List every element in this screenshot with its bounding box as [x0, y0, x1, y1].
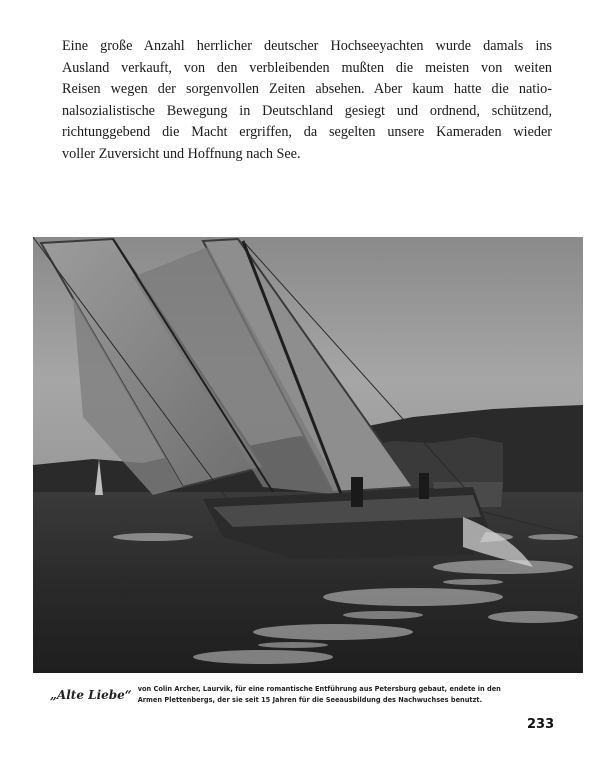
body-line: Reisen wegen der sorgenvollen Zeiten absehen. Aber kaum hatte die natio-	[62, 81, 552, 98]
body-line: voller Zuversicht und Hoffnung nach See.	[62, 145, 301, 162]
body-line: Ausland verkauft, von den verbleibenden mußten die meisten von weiten	[62, 59, 552, 76]
body-line: richtunggebend die Macht ergriffen, da segelten unsere Kameraden wieder	[62, 124, 552, 141]
page-number: 233	[527, 717, 555, 732]
body-paragraph	[62, 36, 552, 166]
body-line: Eine große Anzahl herrlicher deutscher Hochseeyachten wurde damals ins	[62, 38, 552, 54]
sailing-yacht-photo	[33, 237, 583, 673]
caption-title: „Alte Liebe“	[50, 688, 132, 702]
body-line: nalsozialistische Bewegung in Deutschland gesiegt und ordnend, schützend,	[62, 102, 552, 119]
caption-line: von Colin Archer, Laurvik, für eine romantische Entführung aus Petersburg gebaut, endete in den	[137, 685, 501, 693]
caption-line: Armen Plettenbergs, der sie seit 15 Jahren für die Seeausbildung des Nachwuchses benutzt.	[137, 696, 483, 704]
photo-caption	[50, 684, 570, 706]
